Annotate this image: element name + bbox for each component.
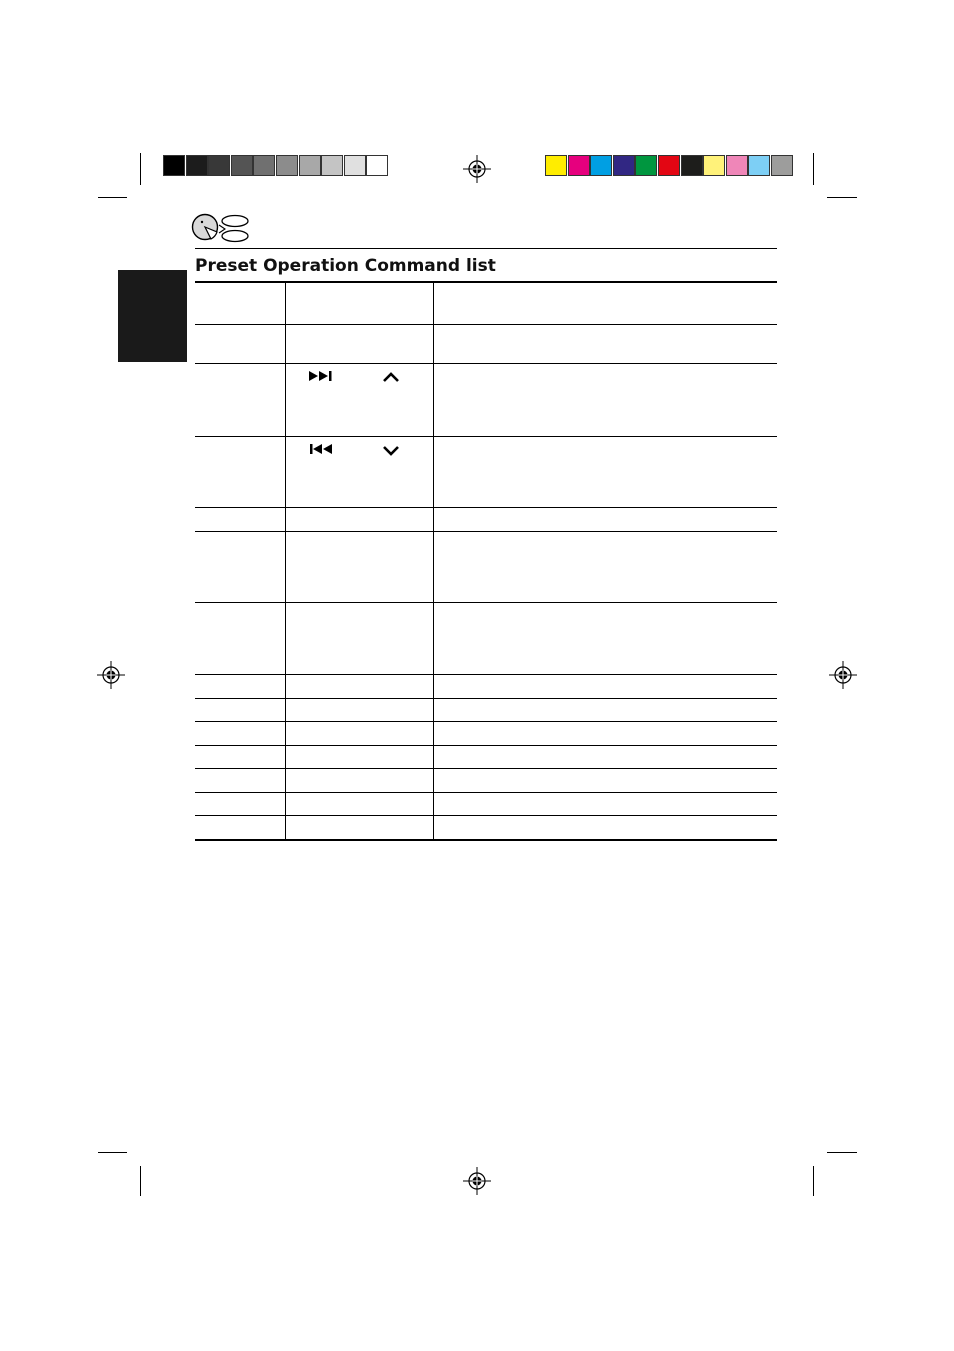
chevron-down-icon	[382, 444, 400, 456]
page-title: Preset Operation Command list	[195, 256, 496, 276]
registration-mark-icon	[463, 1167, 491, 1195]
grayscale-swatch	[231, 155, 253, 176]
chevron-up-icon	[382, 371, 400, 383]
crop-mark	[827, 1152, 857, 1153]
registration-mark-icon	[829, 661, 857, 689]
table-row	[195, 792, 777, 815]
color-swatch	[613, 155, 635, 176]
skip-back-icon	[308, 443, 334, 455]
table-row	[195, 363, 777, 436]
disc-changer-icon	[191, 212, 251, 244]
table-row	[195, 507, 777, 531]
color-swatch	[590, 155, 612, 176]
grayscale-swatch	[276, 155, 298, 176]
grayscale-swatch	[299, 155, 321, 176]
color-swatch	[748, 155, 770, 176]
grayscale-swatch	[321, 155, 343, 176]
color-swatch	[703, 155, 725, 176]
grayscale-swatch	[253, 155, 275, 176]
color-swatch	[635, 155, 657, 176]
grayscale-swatch	[163, 155, 185, 176]
grayscale-swatch	[366, 155, 388, 176]
crop-mark	[827, 197, 857, 198]
grayscale-swatch	[186, 155, 208, 176]
color-swatch	[771, 155, 793, 176]
color-swatch	[568, 155, 590, 176]
crop-mark	[98, 1152, 127, 1153]
registration-mark-icon	[97, 661, 125, 689]
table-row	[195, 745, 777, 768]
table-row	[195, 531, 777, 602]
color-swatch	[681, 155, 703, 176]
table-row	[195, 698, 777, 721]
crop-mark	[98, 197, 127, 198]
crop-mark	[140, 1166, 141, 1196]
crop-mark	[140, 153, 141, 185]
crop-mark	[813, 1166, 814, 1196]
table-row	[195, 721, 777, 745]
grayscale-swatch	[208, 155, 230, 176]
registration-mark-icon	[463, 155, 491, 183]
skip-forward-icon	[308, 370, 334, 382]
color-swatch	[726, 155, 748, 176]
table-row	[195, 815, 777, 840]
table-row	[195, 436, 777, 507]
table-row	[195, 282, 777, 324]
sidebar-language-tab	[118, 270, 187, 362]
grayscale-swatch	[344, 155, 366, 176]
table-row	[195, 674, 777, 698]
table-row	[195, 768, 777, 792]
command-table	[195, 281, 777, 841]
table-row	[195, 324, 777, 363]
crop-mark	[813, 153, 814, 185]
table-row	[195, 602, 777, 674]
color-swatch	[658, 155, 680, 176]
color-swatch	[545, 155, 567, 176]
header-rule	[195, 248, 777, 249]
